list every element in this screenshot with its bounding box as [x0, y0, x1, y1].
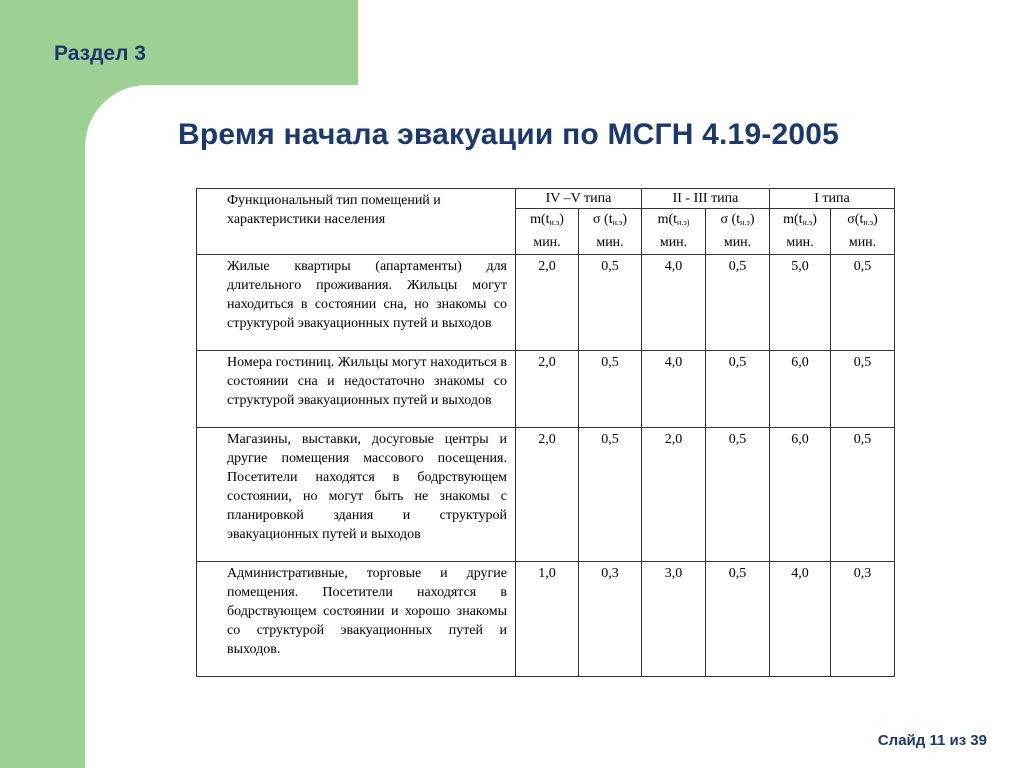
table-cell: 6,0 — [770, 351, 831, 428]
group-header-ii-iii: II - III типа — [642, 189, 770, 209]
table-cell: 0,5 — [706, 255, 770, 351]
table-cell: 1,0 — [516, 562, 579, 677]
table-cell: 4,0 — [770, 562, 831, 677]
table-cell: 0,5 — [579, 351, 642, 428]
table-row — [197, 562, 895, 677]
subheader-sigma: $\sigma(t_{н.э})$ мин. — [831, 209, 895, 255]
group-header-iv-v: IV –V типа — [516, 189, 642, 209]
table-cell: 6,0 — [770, 428, 831, 562]
row-description: Жилые квартиры (апартаменты) для длительного проживания. Жильцы могут находиться в состоянии сна, но знакомы со структурой эвакуационных путей и выходов — [197, 255, 516, 351]
row-description: Номера гостиниц. Жильцы могут находиться в состоянии сна и недостаточно знакомы со структурой эвакуационных путей и выходов — [197, 351, 516, 428]
evacuation-table — [196, 188, 895, 677]
row-description: Магазины, выставки, досуговые центры и другие помещения массового посещения. Посетители находятся в бодрствующем состоянии, но могут быть не знакомы с планировкой здания и структурой эвакуационных путей и выходов — [197, 428, 516, 562]
subheader-sigma: σ $(t_{н.э})$ мин. — [706, 209, 770, 255]
table-cell: 4,0 — [642, 255, 706, 351]
subheader-mean: $m(t_{н.э)}$ мин. — [642, 209, 706, 255]
table-cell: 2,0 — [516, 428, 579, 562]
table-cell: 0,5 — [706, 351, 770, 428]
slide-counter: Слайд 11 из 39 — [877, 732, 987, 749]
table-cell: 0,5 — [831, 428, 895, 562]
group-header-i: I типа — [770, 189, 895, 209]
subheader-mean: $m(t_{н.э})$ мин. — [516, 209, 579, 255]
table-cell: 2,0 — [642, 428, 706, 562]
table-cell: 0,5 — [579, 255, 642, 351]
table-cell: 2,0 — [516, 255, 579, 351]
section-label: Раздел 3 — [54, 42, 146, 65]
table-cell: 0,5 — [706, 428, 770, 562]
row-description: Административные, торговые и другие помещения. Посетители находятся в бодрствующем состоянии и хорошо знакомы со структурой эвакуационных путей и выходов. — [197, 562, 516, 677]
table-row — [197, 351, 895, 428]
table-cell: 3,0 — [642, 562, 706, 677]
table-cell: 0,3 — [831, 562, 895, 677]
table-row — [197, 428, 895, 562]
table-cell: 0,5 — [579, 428, 642, 562]
subheader-mean: $m(t_{н.э})$ мин. — [770, 209, 831, 255]
subheader-sigma: σ $(t_{н.э})$ мин. — [579, 209, 642, 255]
table-cell: 2,0 — [516, 351, 579, 428]
table-cell: 0,5 — [706, 562, 770, 677]
header-description: Функциональный тип помещений и характеристики населения — [197, 189, 516, 255]
table-cell: 0,5 — [831, 255, 895, 351]
table-cell: 4,0 — [642, 351, 706, 428]
table-cell: 0,3 — [579, 562, 642, 677]
table-cell: 5,0 — [770, 255, 831, 351]
table-cell: 0,5 — [831, 351, 895, 428]
table-row — [197, 255, 895, 351]
table-header-row — [197, 189, 895, 209]
slide-title: Время начала эвакуации по МСГН 4.19-2005 — [178, 118, 840, 151]
